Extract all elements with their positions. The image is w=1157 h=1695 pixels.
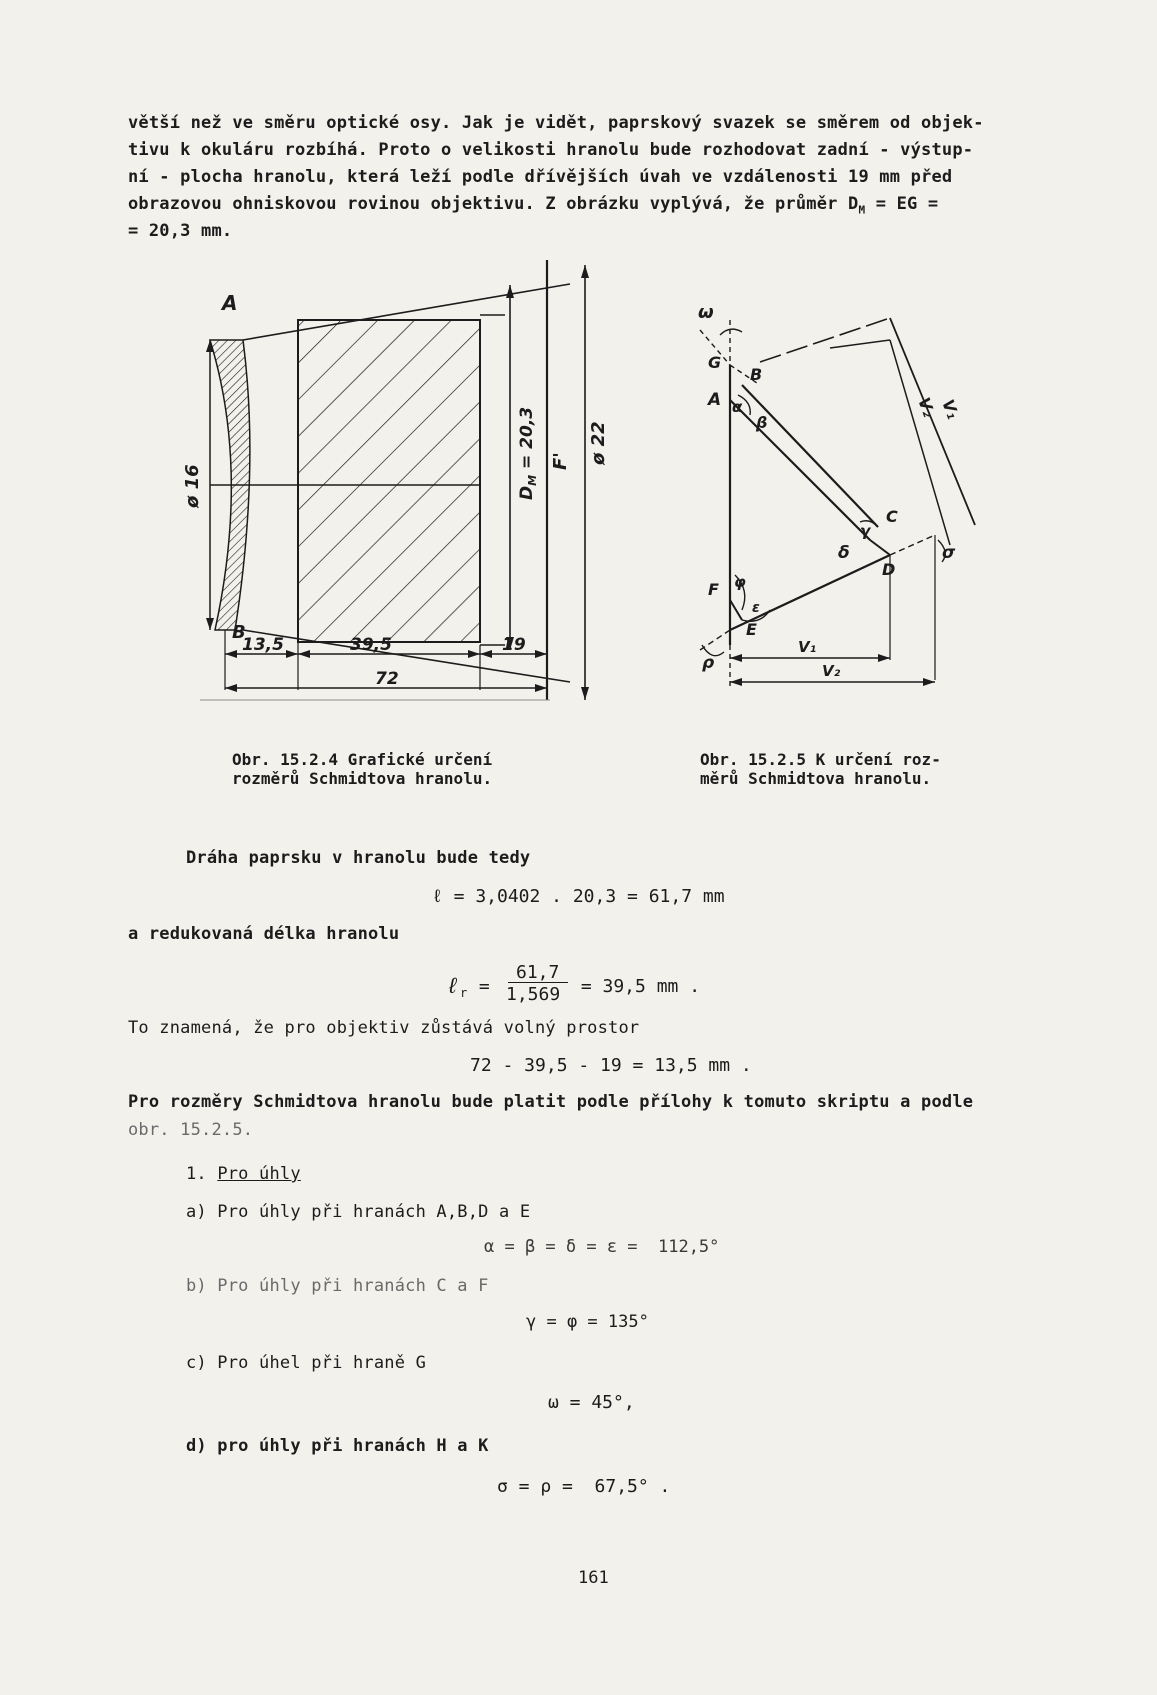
eq2-equals: = — [468, 976, 501, 997]
eq2-rhs: = 39,5 mm . — [570, 976, 701, 997]
intro-line-4-sub: M — [858, 203, 866, 217]
intro-line-4 — [128, 194, 938, 216]
fig2-label-f: F — [708, 580, 719, 599]
fig2-label-eps: ε — [752, 600, 760, 616]
item-c-text: c) Pro úhel při hraně G — [186, 1353, 427, 1373]
fig1-label-dm: $D_M = 20,3$ — [517, 406, 539, 500]
fig2-label-omega: ω — [698, 302, 714, 323]
equation-free-space: 72 - 39,5 - 19 = 13,5 mm . — [470, 1055, 752, 1076]
fig2-label-g: G — [708, 353, 722, 372]
intro-line-4-end: = EG = — [865, 194, 939, 214]
equation-path-length: ℓ = 3,0402 . 20,3 = 61,7 mm — [432, 886, 725, 907]
eq2-fraction-bar — [508, 982, 568, 983]
fig2-label-v2a: V₂ — [914, 394, 939, 420]
figure1-caption — [232, 750, 492, 788]
fig1-label-b: B — [232, 622, 246, 643]
figure1-caption-line-2: rozměrů Schmidtova hranolu. — [232, 769, 493, 788]
fig2-label-gamma: γ — [860, 522, 871, 540]
reduced-length-intro: a redukovaná délka hranolu — [128, 924, 400, 944]
intro-line-2: tivu k okuláru rozbíhá. Proto o velikosti hranolu bude rozhodovat zadní - výstup- — [128, 140, 974, 160]
figure1-caption-line-1: Obr. 15.2.4 Grafické určení — [232, 750, 493, 769]
eq2-denominator: 1,569 — [506, 984, 561, 1005]
fig2-label-a: A — [708, 390, 722, 410]
fig1-label-f: F' — [550, 452, 571, 470]
fig2-label-v2b: V₂ — [822, 662, 841, 680]
item-b-equation: γ = φ = 135° — [526, 1312, 649, 1332]
fig2-label-b: B — [750, 365, 763, 384]
dims-line-1: Pro rozměry Schmidtova hranolu bude platit podle přílohy k tomuto skriptu a podle — [128, 1092, 974, 1112]
fig2-label-sigma: σ — [942, 543, 956, 563]
fig1-dim-13-5: 13,5 — [242, 635, 284, 655]
figure-prism-geometry — [680, 290, 1010, 750]
item-d-equation: σ = ρ = 67,5° . — [497, 1476, 671, 1497]
fig2-label-d: D — [882, 560, 896, 579]
fig1-label-d22: ø 22 — [588, 421, 609, 465]
figure-graphic-determination — [180, 260, 640, 760]
fig2-label-phi: φ — [734, 573, 746, 591]
intro-line-1: větší než ve směru optické osy. Jak je vidět, paprskový svazek se směrem od objek- — [128, 113, 984, 133]
equation-reduced-length — [446, 962, 701, 1006]
eq2-sub: r — [460, 986, 468, 1000]
item-d-text: d) pro úhly při hranách H a K — [186, 1436, 489, 1456]
intro-line-5: = 20,3 mm. — [128, 221, 233, 241]
eq2-numerator: 61,7 — [516, 962, 560, 983]
intro-line-3: ní - plocha hranolu, která leží podle dřívějších úvah ve vzdálenosti 19 mm před — [128, 167, 953, 187]
figure2-caption-line-1: Obr. 15.2.5 K určení roz- — [700, 750, 941, 769]
eq2-lhs: ℓ — [446, 974, 460, 999]
page-number: 161 — [578, 1568, 609, 1588]
intro-line-4-text: obrazovou ohniskovou rovinou objektivu. Z obrázku vyplývá, že průměr D — [128, 194, 859, 214]
figure2-caption-line-2: měrů Schmidtova hranolu. — [700, 769, 932, 788]
item-a-text: a) Pro úhly při hranách A,B,D a E — [186, 1202, 531, 1222]
item-c-equation: ω = 45°, — [548, 1392, 635, 1413]
fig1-dim-39-5: 39,5 — [350, 635, 392, 655]
free-space-intro: To znamená, že pro objektiv zůstává volný prostor — [128, 1018, 640, 1038]
item-b-text: b) Pro úhly při hranách C a F — [186, 1276, 489, 1296]
fig2-label-rho: ρ — [702, 653, 715, 673]
section-1-number: 1. — [186, 1164, 218, 1184]
fig1-label-a: A — [222, 291, 238, 315]
item-a-equation: α = β = δ = ε = 112,5° — [484, 1237, 720, 1257]
fig2-label-alpha: α — [732, 398, 743, 416]
fig2-label-v1b: V₁ — [798, 638, 817, 656]
dims-line-2: obr. 15.2.5. — [128, 1120, 254, 1140]
fig2-label-v1a: V₁ — [938, 396, 963, 422]
fig2-label-beta: β — [756, 413, 768, 432]
fig1-dim-72: 72 — [375, 669, 399, 689]
fig2-label-c: C — [886, 507, 898, 526]
fig2-label-delta: δ — [838, 543, 850, 563]
fig2-label-e: E — [746, 620, 757, 639]
figure2-caption — [700, 750, 941, 788]
fig1-dim-19: 19 — [502, 635, 526, 655]
path-intro: Dráha paprsku v hranolu bude tedy — [186, 848, 531, 868]
section-1-title: Pro úhly — [217, 1164, 301, 1184]
fig1-label-d16: ø 16 — [182, 464, 203, 508]
section-1-heading — [186, 1164, 301, 1184]
